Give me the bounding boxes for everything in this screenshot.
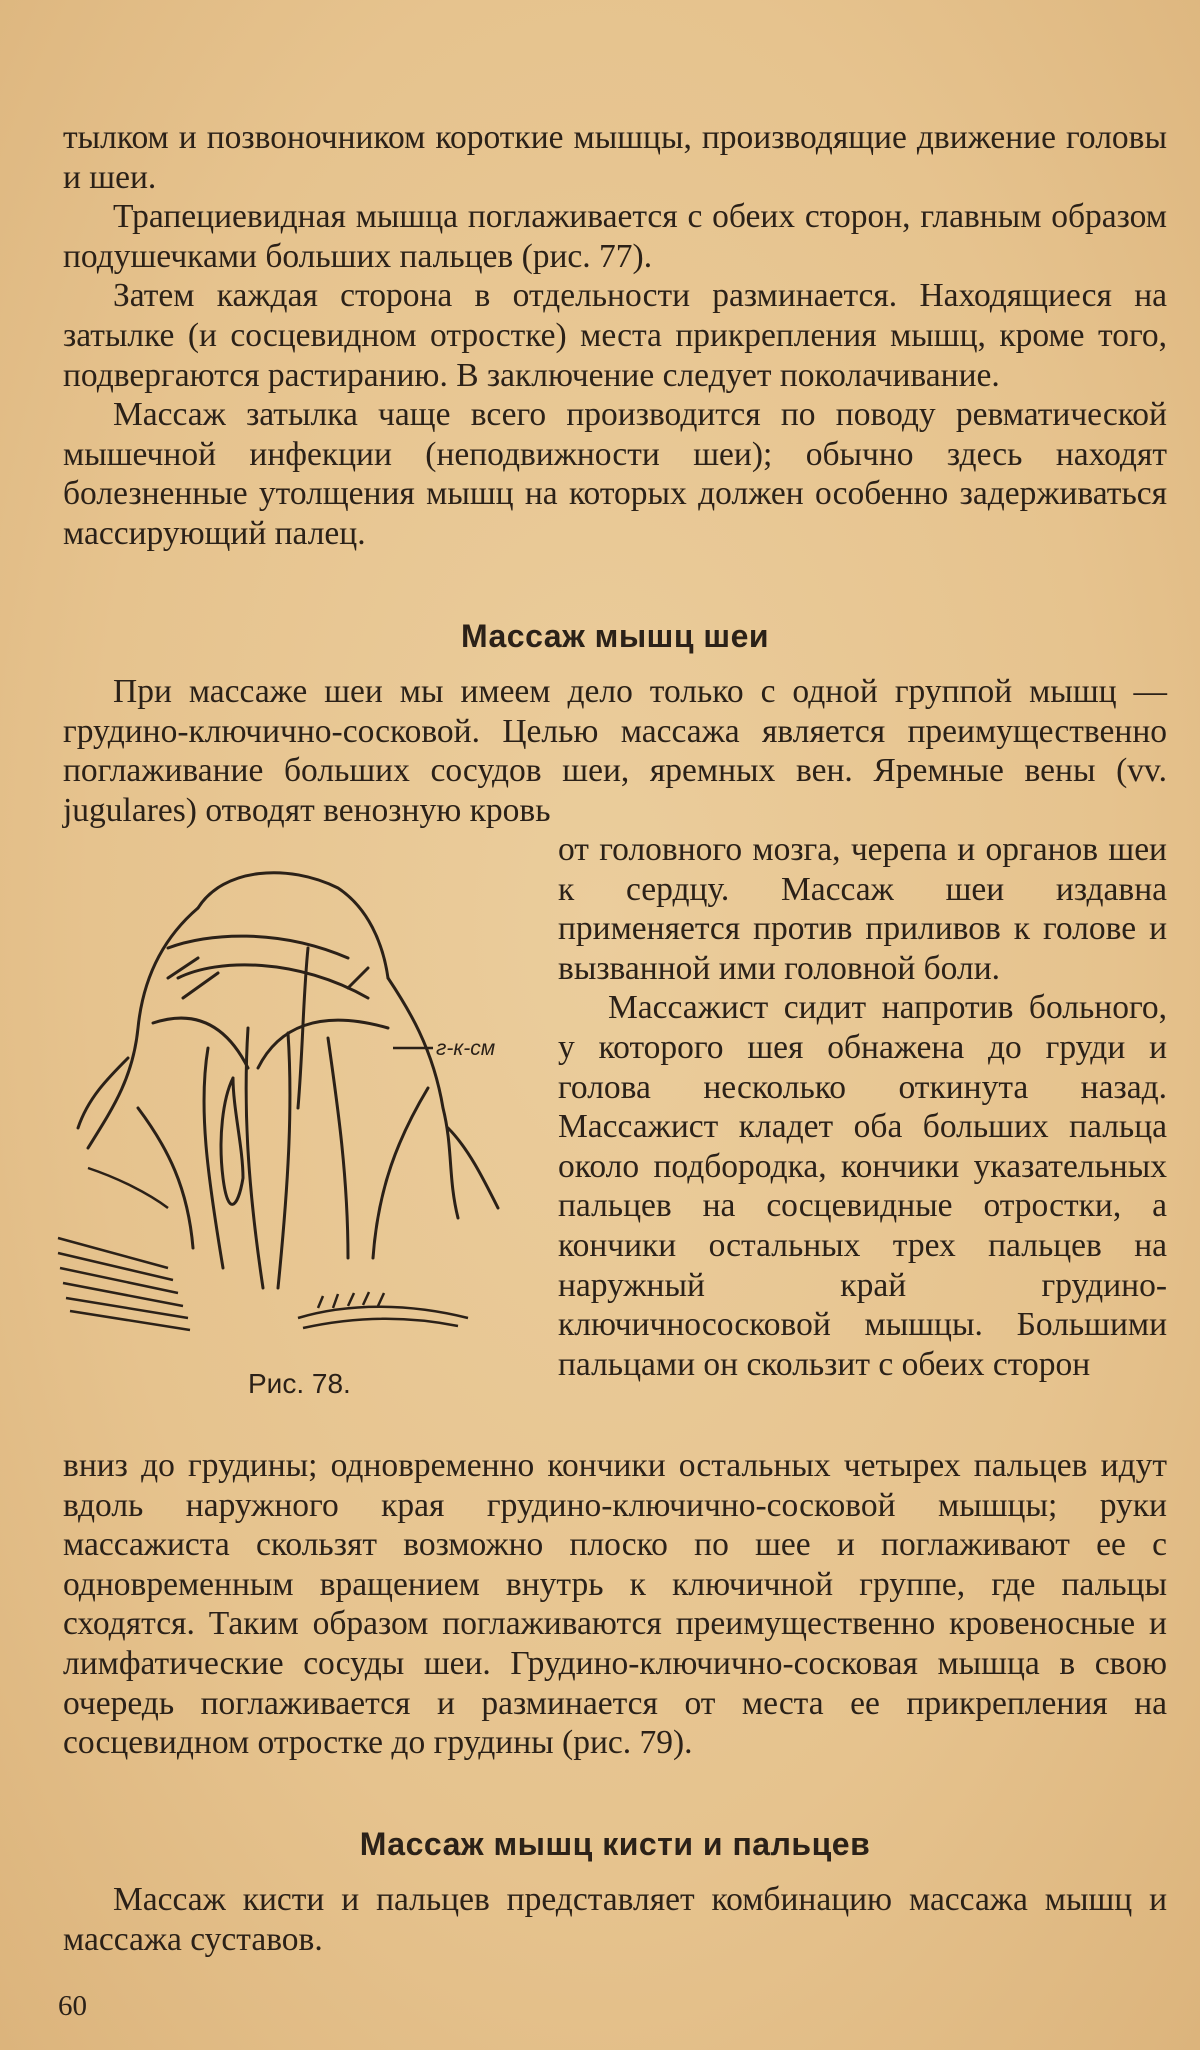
paragraph-jugular-veins: от головного мозга, черепа и органов шеи к сердцу. Массаж шеи издавна применяется против приливов к голове и вызванной ими головной боли. xyxy=(558,831,1167,987)
paragraph-hand-massage: Массаж кисти и пальцев представляет комбинацию массажа мышц и массажа суставов. xyxy=(63,1881,1167,1958)
neck-anatomy-drawing xyxy=(48,848,526,1348)
side-text-block xyxy=(558,830,1167,1384)
paragraph-kneading: Затем каждая сторона в отдельности разминается. Находящиеся на затылке (и сосцевидном отростке) места прикрепления мышц, кроме того, подвергаются растиранию. В заключение следует поколачивание. xyxy=(63,277,1167,394)
continuation-text-block xyxy=(63,1446,1167,1763)
figure-label-scm: г-к-см xyxy=(436,1037,496,1060)
neck-intro-block xyxy=(63,672,1167,830)
paragraph-occiput: Массаж затылка чаще всего производится по поводу ревматической мышечной инфекции (неподвижности шеи); обычно здесь находят болезненные утолщения мышц на которых должен особенно задерживаться массирующий палец. xyxy=(63,396,1167,552)
top-text-block xyxy=(63,118,1167,554)
paragraph-neck-intro: При массаже шеи мы имеем дело только с одной группой мышц — грудино-ключично-сосковой. Целью массажа является преимущественно поглаживание больших сосудов шеи, яремных вен. Яремные вены (vv. jugulares) отводят венозную кровь xyxy=(63,673,1167,829)
paragraph-continuation: тылком и позвоночником короткие мышцы, производящие движение головы и шеи. xyxy=(63,119,1167,196)
paragraph-technique-continuation: вниз до грудины; одновременно кончики остальных четырех пальцев идут вдоль наружного края грудино-ключично-сосковой мышцы; руки массажиста скользят возможно плоско по шее и поглаживают ее с одновременным вращением внутрь к ключичной группе, где пальцы сходятся. Таким образом поглаживаются преимущественно кровеносные и лимфатические сосуды шеи. Грудино-ключично-сосковая мышца в свою очередь поглаживается и разминается от места ее прикрепления на сосцевидном отростке до грудины (рис. 79). xyxy=(63,1447,1167,1762)
section-heading-neck: Массаж мышц шеи xyxy=(460,618,770,654)
figure-caption: Рис. 78. xyxy=(248,1368,351,1399)
section-heading-hand: Массаж мышц кисти и пальцев xyxy=(359,1826,871,1862)
hand-text-block xyxy=(63,1880,1167,1959)
paragraph-trapezius: Трапециевидная мышца поглаживается с обеих сторон, главным образом подушечками больших пальцев (рис. 77). xyxy=(63,198,1167,275)
paragraph-massage-technique: Массажист сидит напротив больного, у которого шея обнажена до груди и голова несколько откинута назад. Массажист кладет оба больших пальца около подбородка, кончики указательных пальцев на сосцевидные отростки, а кончики остальных трех пальцев на наружный край грудино-ключичнососковой мышцы. Большими пальцами он скользит с обеих сторон xyxy=(558,989,1167,1383)
figure-neck-illustration xyxy=(48,848,526,1348)
page-number: 60 xyxy=(58,1990,87,2022)
